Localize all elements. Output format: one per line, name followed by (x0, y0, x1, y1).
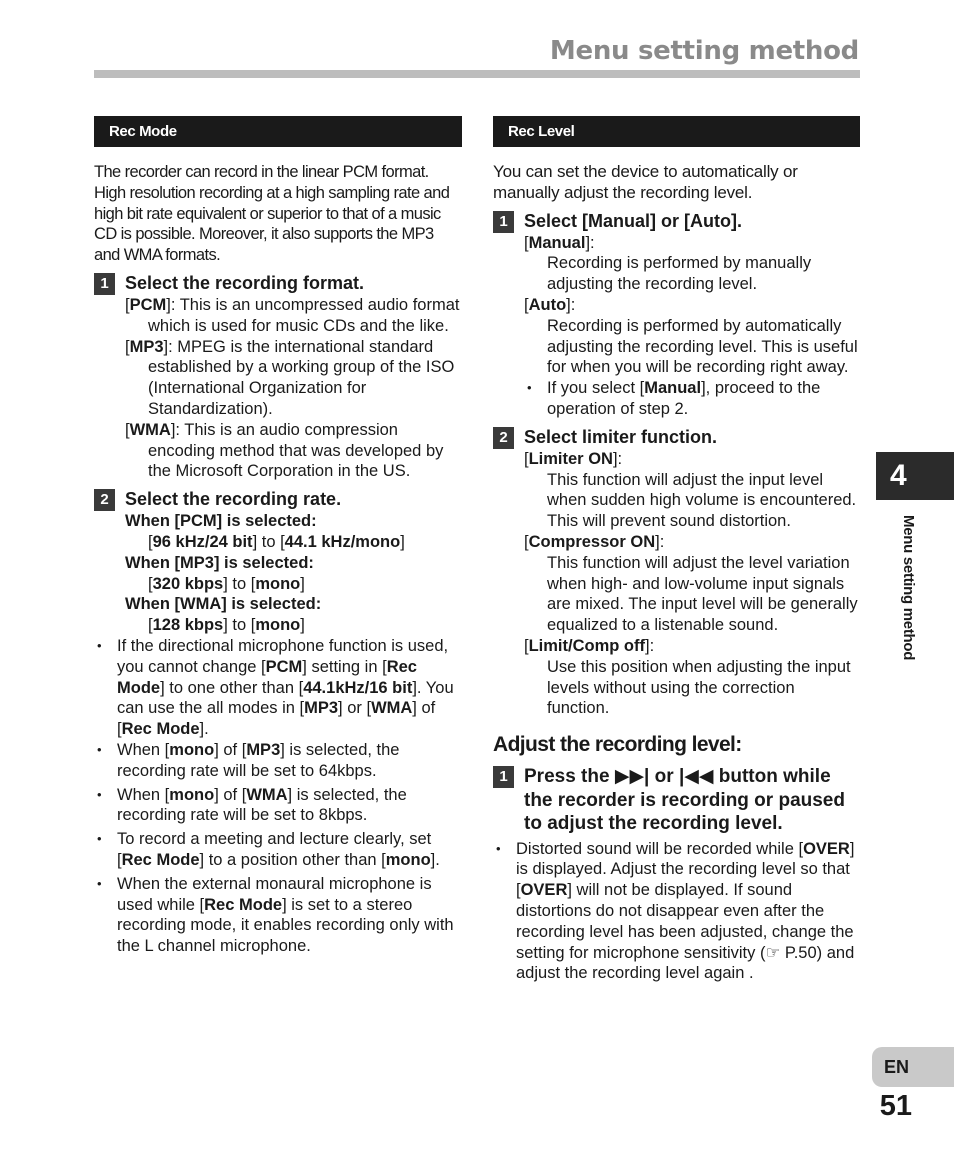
rec-level-column (493, 116, 860, 984)
auto-description: Recording is performed by automatically adjusting the recording level. This is useful for when you will be recording right away. (547, 316, 858, 377)
rewind-icon: |◀◀ (678, 766, 714, 788)
header-rule (94, 70, 860, 78)
step-2-limiter (493, 426, 860, 449)
mp3-description: [MP3]: MPEG is the international standard established by a working group of the ISO (International Organization for Standardization). (125, 337, 455, 418)
step-number: 1 (94, 273, 115, 295)
reference-icon: ☞ (765, 943, 781, 962)
note-mp3-mono: • When [mono] of [MP3] is selected, the recording rate will be set to 64kbps. (94, 740, 462, 782)
step-number: 1 (493, 211, 514, 233)
compressor-on-description: This function will adjust the level variation when high- and low-volume input signals are mixed. The input level will be generally equalized to a listenable sound. (547, 553, 858, 635)
step-title: Select the recording format. (125, 272, 365, 293)
manual-description: Recording is performed by manually adjusting the recording level. (547, 254, 812, 294)
chapter-tab: 4 (876, 452, 954, 500)
limit-comp-off-description: Use this position when adjusting the input levels without using the correction function. (547, 657, 851, 718)
limiter-on-description: This function will adjust the input level when sudden high volume is encountered. This will prevent sound distortion. (547, 470, 857, 531)
step-1-format (94, 272, 462, 295)
note-over: • Distorted sound will be recorded while [OVER] is displayed. Adjust the recording level so that [OVER] will not be displayed. If sound distortions do not disappear even after the recording level has been adjusted, change the setting for microphone sensitivity (☞ P.50) and adjust the recording level again . (493, 839, 860, 985)
when-pcm-label: When [PCM] is selected: (125, 512, 317, 531)
step-number: 2 (493, 427, 514, 449)
note-wma-mono: • When [mono] of [WMA] is selected, the recording rate will be set to 8kbps. (94, 785, 462, 827)
step-1-manual-auto: 1 Select [Manual] or [Auto]. (493, 210, 860, 233)
rec-level-intro: You can set the device to automatically or manually adjust the recording level. (493, 162, 798, 202)
step-adjust-level: 1 Press the ▶▶| or |◀◀ button while the recorder is recording or paused to adjust the recording level. (493, 765, 860, 836)
limiter-on-label: [Limiter ON]: (524, 449, 623, 468)
step-2-rate (94, 488, 462, 511)
step-title: Select the recording rate. (125, 489, 342, 510)
auto-label: [Auto]: (524, 295, 576, 314)
note-directional-mic: • If the directional microphone function is used, you cannot change [PCM] setting in [Rec Mode] to one other than [44.1kHz/16 bit]. You can use the all modes in [MP3] or [WMA] of [Rec Mode]. (94, 636, 462, 740)
pcm-rate-range: [96 kHz/24 bit] to [44.1 kHz/mono] (148, 532, 405, 551)
page-title: Menu setting method (549, 36, 859, 66)
compressor-on-label: [Compressor ON]: (524, 532, 665, 551)
note-meeting: • To record a meeting and lecture clearly, set [Rec Mode] to a position other than [mono]. (94, 829, 462, 871)
note-external-mic: • When the external monaural microphone is used while [Rec Mode] is set to a stereo recording mode, it enables recording only with the L channel microphone. (94, 874, 462, 957)
adjust-level-heading: Adjust the recording level: (493, 733, 742, 757)
note-manual: • If you select [Manual], proceed to the operation of step 2. (527, 379, 821, 418)
step-number: 2 (94, 489, 115, 511)
rec-mode-section-title: Rec Mode (94, 116, 462, 147)
fast-forward-icon: ▶▶| (614, 766, 650, 788)
chapter-side-label: Menu setting method (900, 515, 917, 661)
when-wma-label: When [WMA] is selected: (125, 595, 322, 614)
manual-label: [Manual]: (524, 233, 595, 252)
page-number: 51 (879, 1090, 912, 1122)
step-title: Select limiter function. (524, 426, 718, 447)
rec-mode-column (94, 116, 462, 957)
pcm-description: [PCM]: This is an uncompressed audio format which is used for music CDs and the like. (125, 295, 460, 335)
rec-mode-intro: The recorder can record in the linear PCM format. High resolution recording at a high sampling rate and high bit rate equivalent or superior to that of a music CD is possible. Moreover, it also supports the MP3 and WMA formats. (94, 163, 450, 265)
language-tab: EN (872, 1047, 954, 1087)
wma-description: [WMA]: This is an audio compression encoding method that was developed by the Microsoft Corporation in the US. (125, 420, 444, 481)
mp3-rate-range: [320 kbps] to [mono] (148, 574, 305, 593)
limit-comp-off-label: [Limit/Comp off]: (524, 636, 655, 655)
wma-rate-range: [128 kbps] to [mono] (148, 616, 305, 635)
step-number: 1 (493, 766, 514, 788)
rec-level-section-title: Rec Level (493, 116, 860, 147)
when-mp3-label: When [MP3] is selected: (125, 553, 314, 572)
